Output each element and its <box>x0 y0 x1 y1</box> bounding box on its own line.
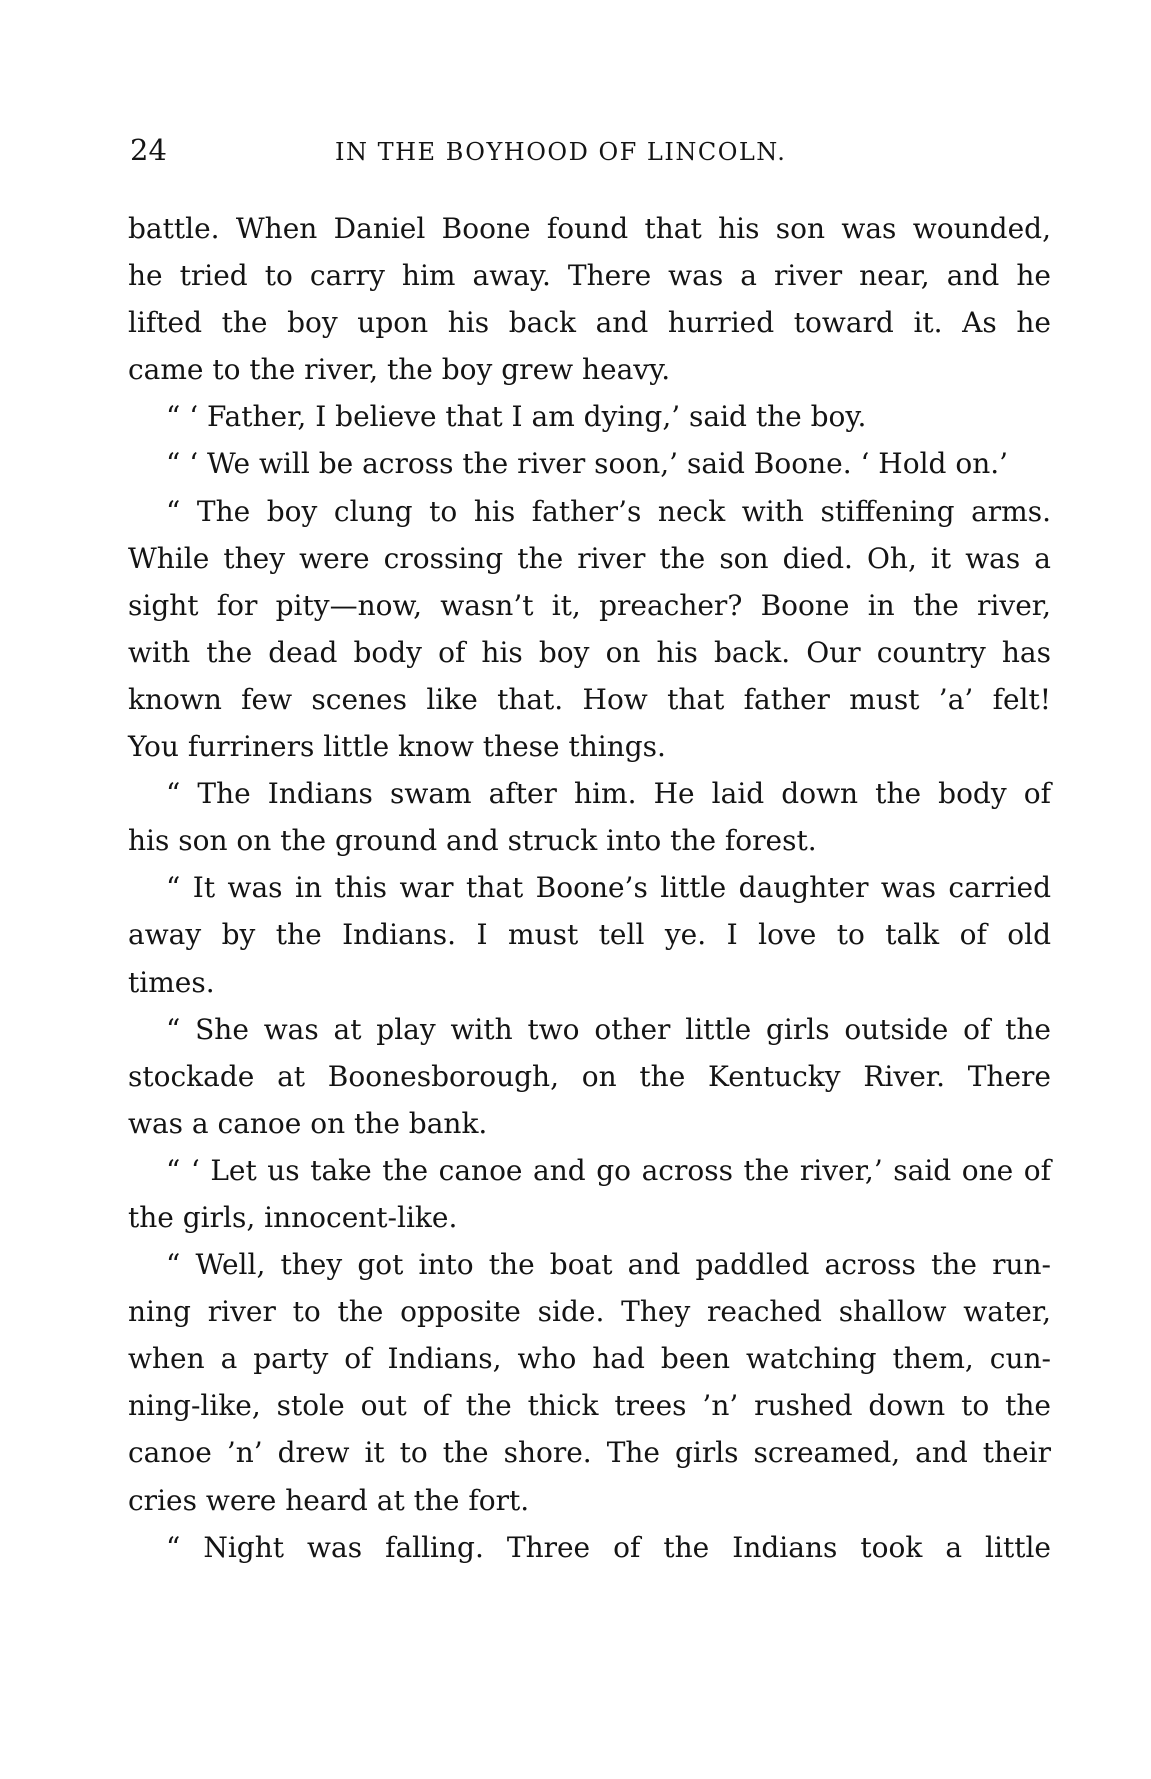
text-line: “ ‘ Father, I believe that I am dying,’ said the boy. <box>166 400 867 434</box>
text-line: was a canoe on the bank. <box>128 1106 488 1140</box>
text-line: “ She was at play with two other little girls outside of the <box>166 1012 1051 1046</box>
text-line: “ Night was falling. Three of the Indians took a little <box>166 1530 1051 1564</box>
text-line: canoe ’n’ drew it to the shore. The girls screamed, and their <box>128 1436 1051 1470</box>
text-line: “ ‘ We will be across the river soon,’ said Boone. ‘ Hold on.’ <box>166 447 1009 481</box>
text-line: ning river to the opposite side. They reached shallow water, <box>128 1295 1051 1329</box>
text-line: “ The boy clung to his father’s neck with stiffening arms. <box>166 494 1051 528</box>
text-line: the girls, innocent-like. <box>128 1200 458 1234</box>
text-line: battle. When Daniel Boone found that his son was wounded, <box>128 212 1051 245</box>
text-line: away by the Indians. I must tell ye. I love to talk of old <box>128 918 1051 952</box>
text-line: he tried to carry him away. There was a river near, and he <box>128 259 1051 293</box>
text-line: with the dead body of his boy on his back. Our country has <box>128 635 1051 669</box>
running-head: IN THE BOYHOOD OF LINCOLN. <box>335 138 787 166</box>
page-number: 24 <box>130 133 167 167</box>
text-line: when a party of Indians, who had been watching them, cun- <box>128 1342 1051 1376</box>
text-line: sight for pity—now, wasn’t it, preacher? Boone in the river, <box>128 588 1051 622</box>
text-line: “ It was in this war that Boone’s little daughter was carried <box>166 871 1051 905</box>
text-line: stockade at Boonesborough, on the Kentucky River. There <box>128 1059 1051 1093</box>
text-line: “ The Indians swam after him. He laid down the body of <box>166 777 1051 811</box>
body-text <box>128 205 1051 1571</box>
text-line: lifted the boy upon his back and hurried toward it. As he <box>128 306 1051 340</box>
page-header <box>130 130 1050 170</box>
text-line: While they were crossing the river the son died. Oh, it was a <box>128 541 1051 575</box>
text-line: cries were heard at the fort. <box>128 1483 530 1517</box>
text-line: times. <box>128 965 215 999</box>
text-line: ning-like, stole out of the thick trees ’n’ rushed down to the <box>128 1389 1051 1423</box>
text-line: You furriners little know these things. <box>128 730 666 764</box>
text-line: his son on the ground and struck into the forest. <box>128 824 817 858</box>
text-line: “ ‘ Let us take the canoe and go across the river,’ said one of <box>166 1153 1051 1187</box>
text-line: came to the river, the boy grew heavy. <box>128 353 671 387</box>
text-line: known few scenes like that. How that father must ’a’ felt! <box>128 682 1051 716</box>
text-line: “ Well, they got into the boat and paddled across the run- <box>166 1248 1051 1282</box>
